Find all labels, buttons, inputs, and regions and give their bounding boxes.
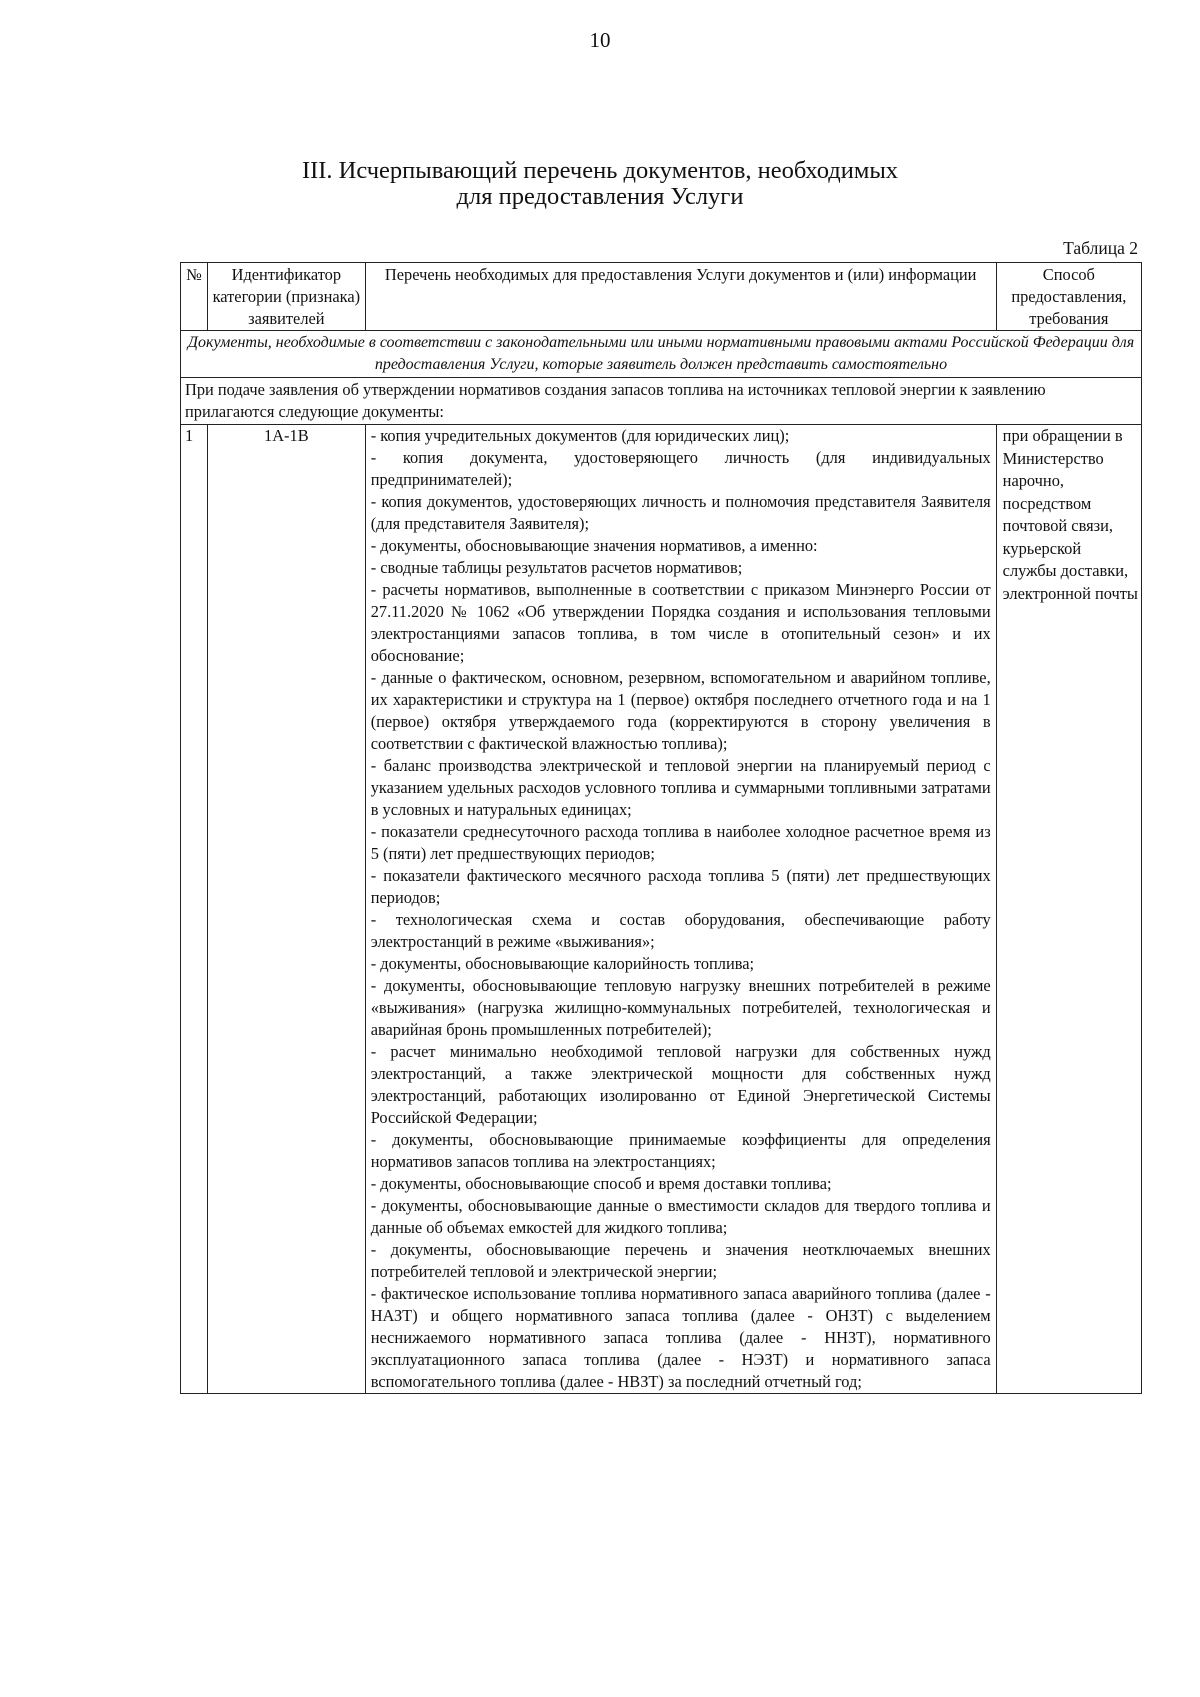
table-subheader: Документы, необходимые в соответствии с законодательными или иными нормативными правовыми актами Российской Федерации для предоставления Услуги, которые заявитель должен представить самостоятельно (181, 331, 1142, 378)
table-caption: Таблица 2 (1063, 238, 1138, 258)
list-item: - фактическое использование топлива нормативного запаса аварийного топлива (далее - НАЗТ) и общего нормативного запаса топлива (далее - ОНЗТ) с выделением неснижаемого нормативного запаса топлива (далее - ННЗТ), нормативного эксплуатационного запаса топлива (далее - НЭЗТ) и нормативного запаса вспомогательного топлива (далее - НВЗТ) за последний отчетный год; (370, 1284, 991, 1391)
list-item: - документы, обосновывающие тепловую нагрузку внешних потребителей в режиме «выживания» (нагрузка жилищно-коммунальных потребителей, технологическая и аварийная бронь промышленных потребителей); (370, 976, 991, 1039)
table-row (181, 425, 1142, 1394)
list-item: - документы, обосновывающие способ и время доставки топлива; (370, 1174, 832, 1193)
page-number: 10 (589, 28, 611, 52)
row-submission-method: при обращении в Министерство нарочно, посредством почтовой связи, курьерской службы доставки, электронной почты (996, 425, 1141, 1394)
header-num: № (181, 263, 208, 331)
list-item: - расчеты нормативов, выполненные в соответствии с приказом Минэнерго России от 27.11.2020 № 1062 «Об утверждении Порядка создания и использования тепловыми электростанциями запасов топлива, в том числе в отопительный сезон» и их обоснование; (370, 580, 991, 665)
documents-table (180, 262, 1142, 1394)
row-num: 1 (181, 425, 208, 1394)
section-title (0, 158, 1200, 210)
list-item: - баланс производства электрической и тепловой энергии на планируемый период с указанием удельных расходов условного топлива и суммарными топливными затратами в условных и натуральных единицах; (370, 756, 991, 819)
list-item: - показатели фактического месячного расхода топлива 5 (пяти) лет предшествующих периодов; (370, 866, 991, 907)
list-item: - сводные таблицы результатов расчетов нормативов; (370, 558, 743, 577)
table-intro: При подаче заявления об утверждении нормативов создания запасов топлива на источниках тепловой энергии к заявлению прилагаются следующие документы: (181, 378, 1142, 425)
list-item: - документы, обосновывающие калорийность топлива; (370, 954, 755, 973)
list-item: - расчет минимально необходимой тепловой нагрузки для собственных нужд электростанций, а также электрической мощности для собственных нужд электростанций, работающих изолированно от Единой Энергетической Системы Российской Федерации; (370, 1042, 991, 1127)
row-identifier: 1А-1В (207, 425, 365, 1394)
list-item: - документы, обосновывающие перечень и значения неотключаемых внешних потребителей тепловой и электрической энергии; (370, 1240, 991, 1281)
list-item: - копия документа, удостоверяющего личность (для индивидуальных предпринимателей); (370, 448, 991, 489)
header-method: Способ предоставления, требования (996, 263, 1141, 331)
list-item: - копия учредительных документов (для юридических лиц); (370, 426, 790, 445)
section-title-line2: для предоставления Услуги (456, 183, 744, 210)
table-header-row (181, 263, 1142, 331)
list-item: - технологическая схема и состав оборудования, обеспечивающие работу электростанций в режиме «выживания»; (370, 910, 991, 951)
list-item: - показатели среднесуточного расхода топлива в наиболее холодное расчетное время из 5 (пяти) лет предшествующих периодов; (370, 822, 991, 863)
table-intro-row (181, 378, 1142, 425)
list-item: - документы, обосновывающие принимаемые коэффициенты для определения нормативов запасов топлива на электростанциях; (370, 1130, 991, 1171)
section-title-line1: III. Исчерпывающий перечень документов, необходимых (301, 157, 899, 184)
list-item: - документы, обосновывающие данные о вместимости складов для твердого топлива и данные об объемах емкостей для жидкого топлива; (370, 1196, 991, 1237)
row-document-list (365, 425, 996, 1394)
header-list: Перечень необходимых для предоставления Услуги документов и (или) информации (365, 263, 996, 331)
list-item: - документы, обосновывающие значения нормативов, а именно: (370, 536, 818, 555)
list-item: - данные о фактическом, основном, резервном, вспомогательном и аварийном топливе, их характеристики и структура на 1 (первое) октября последнего отчетного года и на 1 (первое) октября утверждаемого года (корректируются в сторону увеличения в соответствии с фактической влажностью топлива); (370, 668, 991, 753)
list-item: - копия документов, удостоверяющих личность и полномочия представителя Заявителя (для представителя Заявителя); (370, 492, 991, 533)
header-identifier: Идентификатор категории (признака) заявителей (207, 263, 365, 331)
table-subheader-row (181, 331, 1142, 378)
